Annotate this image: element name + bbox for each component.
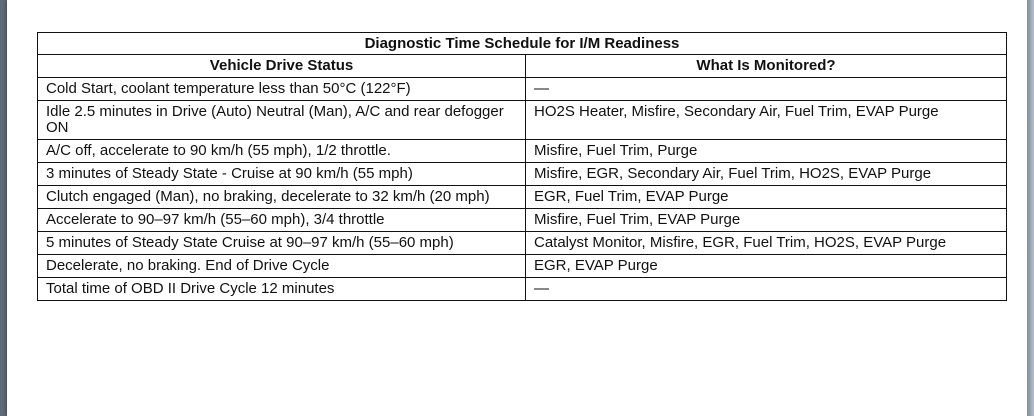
drive-status-cell: Decelerate, no braking. End of Drive Cycle <box>38 255 526 278</box>
table-row <box>38 101 1007 140</box>
table-header-row <box>38 55 1007 78</box>
drive-status-cell: Cold Start, coolant temperature less than 50°C (122°F) <box>38 78 526 101</box>
drive-status-cell: 3 minutes of Steady State - Cruise at 90 km/h (55 mph) <box>38 163 526 186</box>
diagnostic-schedule-table <box>37 32 1007 301</box>
monitored-cell: Misfire, Fuel Trim, EVAP Purge <box>526 209 1007 232</box>
drive-status-cell: 5 minutes of Steady State Cruise at 90–97 km/h (55–60 mph) <box>38 232 526 255</box>
monitored-cell: Misfire, EGR, Secondary Air, Fuel Trim, HO2S, EVAP Purge <box>526 163 1007 186</box>
table-row <box>38 255 1007 278</box>
monitored-cell: HO2S Heater, Misfire, Secondary Air, Fuel Trim, EVAP Purge <box>526 101 1007 140</box>
table-row <box>38 163 1007 186</box>
column-header-drive-status: Vehicle Drive Status <box>38 55 526 78</box>
table-row <box>38 78 1007 101</box>
drive-status-cell: Total time of OBD II Drive Cycle 12 minutes <box>38 278 526 301</box>
table-row <box>38 232 1007 255</box>
monitored-cell: Misfire, Fuel Trim, Purge <box>526 140 1007 163</box>
table-title-row <box>38 33 1007 55</box>
drive-status-cell: Accelerate to 90–97 km/h (55–60 mph), 3/4 throttle <box>38 209 526 232</box>
monitored-cell: EGR, Fuel Trim, EVAP Purge <box>526 186 1007 209</box>
table-row <box>38 209 1007 232</box>
column-header-monitored: What Is Monitored? <box>526 55 1007 78</box>
table-row <box>38 186 1007 209</box>
drive-status-cell: Idle 2.5 minutes in Drive (Auto) Neutral (Man), A/C and rear defogger ON <box>38 101 526 140</box>
monitored-cell: EGR, EVAP Purge <box>526 255 1007 278</box>
window-edge <box>1027 0 1034 416</box>
monitored-cell: — <box>526 278 1007 301</box>
monitored-cell: Catalyst Monitor, Misfire, EGR, Fuel Trim, HO2S, EVAP Purge <box>526 232 1007 255</box>
table-row <box>38 140 1007 163</box>
table-title: Diagnostic Time Schedule for I/M Readiness <box>38 33 1007 55</box>
document-page <box>7 0 1027 416</box>
table-row <box>38 278 1007 301</box>
drive-status-cell: Clutch engaged (Man), no braking, decelerate to 32 km/h (20 mph) <box>38 186 526 209</box>
drive-status-cell: A/C off, accelerate to 90 km/h (55 mph), 1/2 throttle. <box>38 140 526 163</box>
monitored-cell: — <box>526 78 1007 101</box>
